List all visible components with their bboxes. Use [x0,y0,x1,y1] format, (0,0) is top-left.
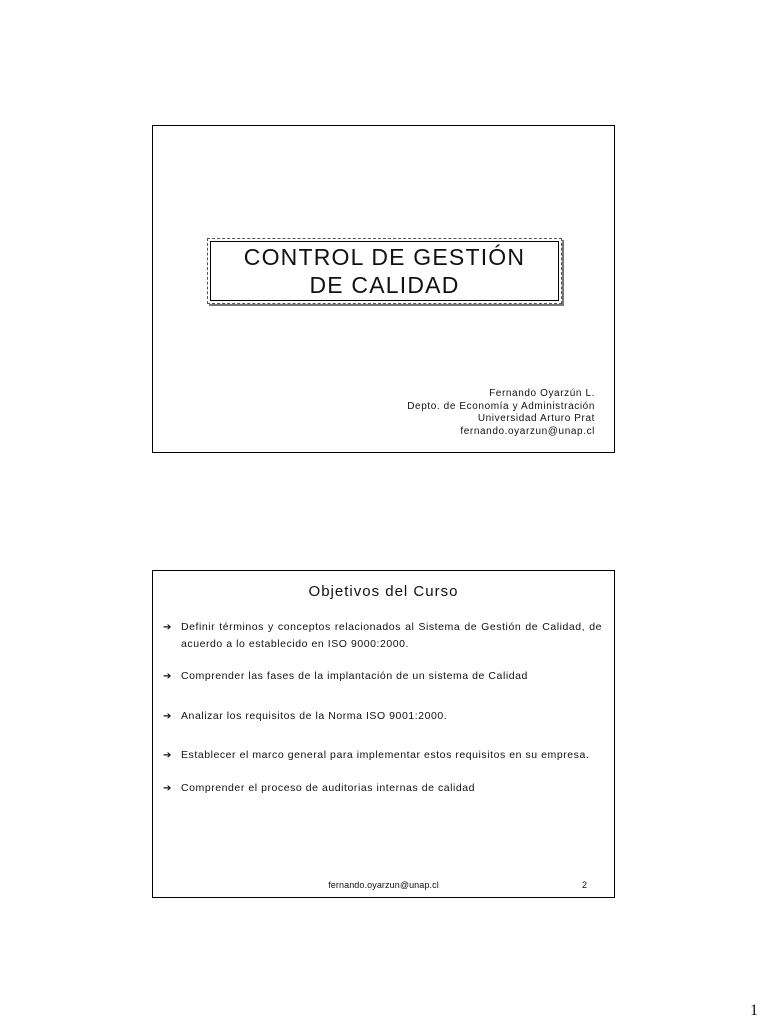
slide-heading: Objetivos del Curso [308,583,459,600]
objectives-slide [152,570,615,898]
slide-number: 2 [581,880,587,890]
list-item [163,747,602,764]
title-box-inner [210,241,559,301]
right-arrow-icon: ➔ [163,750,172,761]
title-slide [152,125,615,453]
author-email: fernando.oyarzun@unap.cl [460,425,595,437]
objective-text: Establecer el marco general para implementar estos requisitos en su empresa. [181,749,590,761]
title-line-1: CONTROL DE GESTIÓN [243,244,526,270]
page-number: 1 [750,1002,758,1019]
objective-text: Comprender el proceso de auditorias internas de calidad [181,782,476,794]
objective-text: Analizar los requisitos de la Norma ISO 9001:2000. [181,710,448,722]
list-item [163,708,602,725]
author-info [407,388,595,438]
author-university: Universidad Arturo Prat [477,413,595,424]
objectives-list [163,619,602,797]
slide-footer-email: fernando.oyarzun@unap.cl [328,880,439,890]
objective-text: Definir términos y conceptos relacionados al Sistema de Gestión de Calidad, de acuerdo a lo establecido en ISO 9000:2000. [181,621,602,650]
title-line-2: DE CALIDAD [309,272,460,298]
author-department: Depto. de Economía y Administración [407,400,595,412]
right-arrow-icon: ➔ [163,622,172,633]
list-item [163,780,602,797]
author-name: Fernando Oyarzún L. [489,388,595,399]
list-item [163,619,602,653]
right-arrow-icon: ➔ [163,783,172,794]
right-arrow-icon: ➔ [163,711,172,722]
objective-text: Comprender las fases de la implantación de un sistema de Calidad [181,670,528,682]
right-arrow-icon: ➔ [163,671,172,682]
list-item [163,668,602,685]
title-box [207,238,562,304]
